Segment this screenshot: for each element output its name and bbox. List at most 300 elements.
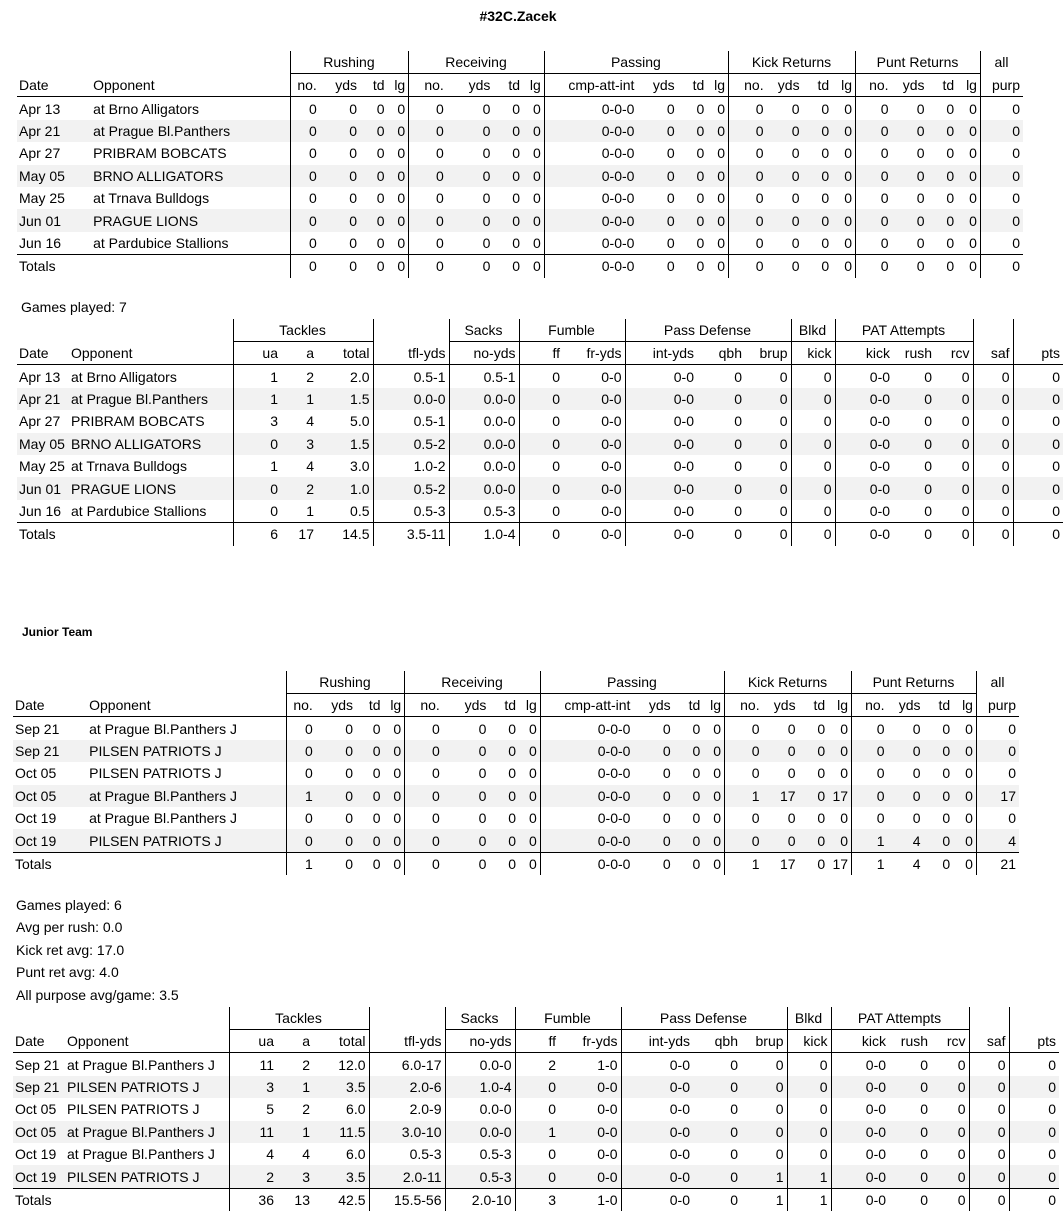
table-cell: 0 — [928, 120, 958, 142]
table-cell: 0 — [965, 810, 973, 827]
table-cell: 2 — [515, 1053, 559, 1076]
totals-cell — [69, 523, 233, 546]
table-cell: 4 — [306, 458, 314, 475]
column-header: saf — [969, 1030, 1009, 1053]
table-cell: 0 — [821, 100, 830, 117]
column-header: rcv — [935, 342, 973, 365]
table-cell: 0-0-0 — [540, 807, 633, 829]
table-cell: 0 — [376, 100, 385, 117]
table-cell: 1 — [233, 455, 281, 477]
table-cell: 0 — [791, 500, 835, 523]
table-cell: 0-0 — [563, 477, 625, 499]
totals-cell: 0-0-0 — [544, 255, 637, 278]
table-cell: 0 — [528, 810, 537, 827]
table-cell: 0 — [856, 232, 892, 255]
totals-cell: 0 — [856, 255, 892, 278]
table-cell: 0.5-3 — [373, 500, 449, 523]
table-cell: Oct 05 — [15, 765, 57, 782]
column-header: yds — [892, 74, 928, 97]
table-cell: 0 — [703, 785, 724, 807]
table-cell: 0 — [969, 1121, 1009, 1143]
totals-cell: 0 — [728, 255, 766, 278]
group-header: Receiving — [409, 51, 545, 74]
table-cell: 0-0 — [559, 1076, 621, 1098]
table-cell: 0 — [637, 165, 677, 187]
table-cell: 0 — [405, 807, 443, 829]
table-row — [13, 1121, 1059, 1143]
totals-row — [17, 255, 1023, 278]
table-cell: at Prague Bl.Panthers J — [67, 1056, 215, 1073]
table-cell: 0 — [637, 209, 677, 231]
table-cell: at Pardubice Stallions — [93, 234, 229, 251]
table-cell: 0-0 — [601, 368, 622, 385]
table-cell: 0-0 — [621, 1053, 693, 1076]
table-cell: 0.0-0 — [449, 433, 519, 455]
column-header: lg — [828, 694, 851, 717]
table-cell: 0 — [957, 165, 980, 187]
table-cell: 0 — [662, 810, 671, 827]
table-cell: 0.5-1 — [449, 365, 519, 388]
table-cell: 0 — [320, 165, 360, 187]
table-cell: 0 — [924, 368, 933, 385]
table-cell: PRAGUE LIONS — [69, 477, 233, 499]
table-cell: 0 — [734, 458, 742, 475]
column-header: yds — [763, 694, 799, 717]
table-cell: 0-0 — [621, 1121, 693, 1143]
table-cell: 0 — [821, 190, 830, 207]
junior-offense-table — [13, 671, 1019, 875]
table-cell: 0 — [961, 502, 970, 519]
table-cell: 0 — [519, 455, 563, 477]
table-cell: 5 — [229, 1098, 277, 1120]
table-cell: 0 — [980, 165, 1023, 187]
table-cell: 1 — [233, 388, 281, 410]
totals-cell: 0 — [832, 255, 855, 278]
table-cell: 0.0-0 — [445, 1098, 515, 1120]
table-row — [13, 1053, 1059, 1076]
table-cell: 0 — [892, 209, 928, 231]
table-cell: 0-0-0 — [540, 740, 633, 762]
table-cell: 0 — [745, 388, 791, 410]
group-header — [1009, 1007, 1059, 1030]
table-cell: 0-0-0 — [544, 165, 637, 187]
column-header: td — [928, 74, 958, 97]
table-row — [17, 388, 1063, 410]
table-cell: 0 — [767, 120, 803, 142]
table-row — [17, 232, 1023, 255]
column-header: int-yds — [625, 342, 697, 365]
column-header: ua — [229, 1030, 277, 1053]
table-cell: 0 — [791, 145, 800, 162]
table-cell: 0.5-3 — [369, 1143, 445, 1165]
totals-cell: 15.5-56 — [369, 1188, 445, 1211]
table-cell: 6.0 — [346, 1101, 366, 1118]
table-cell: 0 — [791, 100, 800, 117]
table-cell: 0 — [713, 720, 721, 737]
column-header: yds — [316, 694, 356, 717]
table-cell: 0 — [515, 1165, 559, 1188]
table-cell: 0 — [931, 1165, 969, 1188]
table-cell: 0 — [443, 740, 490, 762]
table-cell: 0 — [693, 1076, 741, 1098]
table-cell: 0 — [965, 765, 973, 782]
senior-offense-table — [17, 51, 1023, 278]
table-cell: 0 — [519, 785, 540, 807]
table-cell: 0.0-0 — [445, 1121, 515, 1143]
table-cell: 0 — [787, 1143, 831, 1165]
column-header: rush — [889, 1030, 931, 1053]
table-cell: 0 — [828, 829, 851, 852]
table-cell: 0.5-1 — [373, 365, 449, 388]
table-cell: 4 — [302, 1146, 310, 1163]
table-cell: 0 — [372, 810, 381, 827]
group-header: Punt Returns — [852, 671, 977, 694]
column-header-row — [13, 694, 1019, 717]
totals-cell: 36 — [229, 1188, 277, 1211]
column-header: a — [281, 342, 317, 365]
table-cell: 0-0 — [559, 1165, 621, 1188]
table-cell: 0 — [519, 410, 563, 432]
table-cell: 4 — [976, 829, 1019, 852]
column-header: td — [678, 74, 708, 97]
table-cell: 0.5-1 — [373, 410, 449, 432]
totals-cell: 0 — [360, 255, 388, 278]
table-cell: 0 — [787, 810, 796, 827]
table-cell: 0 — [493, 165, 523, 187]
table-cell: 0 — [447, 165, 494, 187]
column-header: Opponent — [65, 1030, 229, 1053]
table-cell: PILSEN PATRIOTS J — [87, 740, 286, 762]
totals-cell: 0 — [953, 852, 976, 875]
table-cell: 0 — [980, 232, 1023, 255]
table-cell: 0 — [856, 209, 892, 231]
junior-team-label: Junior Team — [22, 625, 93, 639]
table-cell: 0 — [489, 785, 519, 807]
column-header: yds — [637, 74, 677, 97]
table-cell: 1.0-2 — [373, 455, 449, 477]
group-header: Tackles — [233, 319, 373, 342]
table-cell: PILSEN PATRIOTS J — [87, 829, 286, 852]
column-header: td — [360, 74, 388, 97]
table-cell: 0 — [973, 477, 1013, 499]
table-cell: 0 — [707, 120, 728, 142]
table-cell: 2.0 — [350, 368, 370, 385]
table-cell: May 25 — [19, 458, 65, 475]
table-cell: 1 — [306, 502, 314, 519]
table-cell: 0 — [957, 1101, 966, 1118]
totals-cell: 3.5-11 — [373, 523, 449, 546]
table-cell: 0 — [888, 740, 924, 762]
table-cell: 0 — [692, 765, 701, 782]
column-header: td — [356, 694, 384, 717]
table-cell: 0 — [696, 234, 705, 251]
table-cell: 0 — [409, 232, 447, 255]
table-cell: 0 — [482, 190, 491, 207]
group-header: Fumble — [519, 319, 625, 342]
totals-cell: 17 — [828, 852, 851, 875]
table-cell: 0-0 — [601, 458, 622, 475]
table-cell: 0 — [935, 433, 973, 455]
table-cell: 0 — [345, 810, 354, 827]
table-cell: 3 — [229, 1076, 277, 1098]
table-cell: 0-0 — [831, 1121, 889, 1143]
table-cell: 0-0-0 — [544, 209, 637, 231]
totals-cell: 0 — [493, 255, 523, 278]
table-cell: 0 — [767, 209, 803, 231]
table-cell: 0-0 — [597, 1146, 618, 1163]
group-header: Blkd — [791, 319, 835, 342]
totals-cell: 3 — [515, 1188, 559, 1211]
table-cell: 0 — [409, 165, 447, 187]
column-header: kick — [791, 342, 835, 365]
table-cell: 0 — [666, 100, 675, 117]
table-cell: 0 — [791, 477, 835, 499]
summary-line: Games played: 7 — [21, 299, 127, 315]
totals-cell: 0 — [799, 852, 829, 875]
table-cell: 0 — [969, 1143, 1009, 1165]
totals-row — [13, 852, 1019, 875]
group-header: Pass Defense — [625, 319, 791, 342]
table-cell: 0 — [942, 765, 951, 782]
table-cell: 0 — [405, 762, 443, 784]
table-row — [13, 1076, 1059, 1098]
table-cell: 0 — [508, 810, 517, 827]
totals-cell: 0 — [791, 523, 835, 546]
table-cell: 0 — [916, 145, 925, 162]
table-cell: 0 — [920, 1101, 929, 1118]
table-cell: 0-0-0 — [540, 717, 633, 740]
table-cell: 0 — [692, 720, 701, 737]
totals-cell — [65, 1188, 229, 1211]
table-cell: 0.5-2 — [373, 477, 449, 499]
table-cell: 0 — [734, 413, 742, 430]
table-cell: 0-0 — [835, 500, 893, 523]
group-header: Kick Returns — [728, 51, 855, 74]
table-cell: 4 — [306, 413, 314, 430]
table-cell: 0.0-0 — [449, 410, 519, 432]
table-row — [13, 807, 1019, 829]
column-header: qbh — [697, 342, 745, 365]
table-cell: 0 — [828, 740, 851, 762]
table-cell: Jun 01 — [17, 477, 69, 499]
column-header: no. — [286, 694, 316, 717]
group-header — [1013, 319, 1063, 342]
column-header: td — [924, 694, 954, 717]
table-cell: 0 — [493, 209, 523, 231]
table-cell: 0 — [693, 1121, 741, 1143]
table-cell: 0 — [730, 1056, 738, 1073]
table-cell: 0 — [233, 477, 281, 499]
table-cell: 0-0 — [621, 1165, 693, 1188]
group-header: PAT Attempts — [831, 1007, 969, 1030]
table-cell: 4 — [888, 829, 924, 852]
table-cell: PILSEN PATRIOTS J — [65, 1076, 229, 1098]
table-cell: 0 — [840, 810, 849, 827]
table-row — [13, 740, 1019, 762]
table-row — [17, 455, 1063, 477]
table-cell: 0 — [775, 1146, 784, 1163]
table-cell: 0 — [290, 209, 320, 231]
column-header: rcv — [931, 1030, 969, 1053]
table-cell: 0 — [724, 717, 762, 740]
table-cell: 0-0-0 — [540, 829, 633, 852]
group-header: Rushing — [286, 671, 405, 694]
table-cell: 0 — [1013, 433, 1063, 455]
table-cell: 0 — [892, 120, 928, 142]
table-cell: 0 — [916, 234, 925, 251]
table-cell: 0 — [1013, 388, 1063, 410]
column-header: td — [803, 74, 833, 97]
table-row — [17, 410, 1063, 432]
column-header: yds — [767, 74, 803, 97]
table-cell: 11.5 — [313, 1121, 369, 1143]
table-row — [13, 829, 1019, 852]
totals-cell: 0 — [356, 852, 384, 875]
totals-cell: 0-0 — [831, 1188, 889, 1211]
column-header: a — [277, 1030, 313, 1053]
column-header: no-yds — [449, 342, 519, 365]
table-cell: 1 — [277, 1076, 313, 1098]
table-cell: 0 — [512, 190, 521, 207]
table-cell: 0 — [791, 234, 800, 251]
table-cell: 0 — [734, 368, 742, 385]
table-cell: 0 — [693, 1165, 741, 1188]
table-cell: Sep 21 — [13, 740, 87, 762]
table-cell: 0 — [832, 120, 855, 142]
totals-cell: 0 — [316, 852, 356, 875]
table-cell: 0.5-2 — [373, 433, 449, 455]
column-header: cmp-att-int — [540, 694, 633, 717]
table-cell: 0 — [893, 388, 935, 410]
table-cell: 1 — [277, 1121, 313, 1143]
table-cell: 1 — [281, 388, 317, 410]
totals-cell: 4 — [888, 852, 924, 875]
table-cell: 1.0 — [317, 477, 373, 499]
table-cell: 0 — [852, 785, 888, 807]
table-cell: 0 — [852, 740, 888, 762]
table-cell: 0 — [678, 209, 708, 231]
table-cell: 0 — [519, 740, 540, 762]
table-cell: 0.0-0 — [449, 388, 519, 410]
table-cell: 0 — [489, 829, 519, 852]
column-header: no. — [856, 74, 892, 97]
table-cell: 0 — [376, 145, 385, 162]
table-cell: 0 — [349, 145, 358, 162]
column-header-row — [13, 1030, 1059, 1053]
table-cell: 0 — [703, 740, 724, 762]
table-cell: 0-0 — [831, 1165, 889, 1188]
table-cell: 0 — [482, 234, 491, 251]
table-cell: 0 — [388, 120, 409, 142]
table-cell: 0 — [980, 97, 1023, 120]
totals-cell: 0-0 — [621, 1188, 693, 1211]
totals-cell: Totals — [13, 1188, 65, 1211]
table-cell: at Prague Bl.Panthers J — [89, 810, 237, 827]
table-cell: at Prague Bl.Panthers J — [65, 1121, 229, 1143]
table-cell: 0 — [397, 145, 406, 162]
table-row — [13, 785, 1019, 807]
table-cell: 0 — [912, 720, 921, 737]
table-cell: 0 — [799, 740, 829, 762]
table-cell: 0 — [633, 785, 673, 807]
column-header: lg — [519, 694, 540, 717]
table-cell: 0 — [763, 829, 799, 852]
table-cell: BRNO ALLIGATORS — [91, 165, 290, 187]
table-cell: 0 — [852, 717, 888, 740]
table-cell: 0 — [662, 765, 671, 782]
table-cell: 0 — [856, 120, 892, 142]
table-cell: 0 — [523, 209, 544, 231]
group-header — [17, 51, 290, 74]
table-cell: 0 — [443, 785, 490, 807]
table-cell: at Brno Alligators — [71, 368, 177, 385]
column-header: ff — [515, 1030, 559, 1053]
table-cell: Jun 01 — [17, 209, 91, 231]
table-cell: 0 — [961, 413, 970, 430]
table-cell: 0 — [779, 458, 788, 475]
table-cell: 0-0 — [563, 388, 625, 410]
column-header: int-yds — [621, 1030, 693, 1053]
group-header: Kick Returns — [724, 671, 851, 694]
table-cell: 0 — [791, 190, 800, 207]
table-row — [13, 1098, 1059, 1120]
table-cell: 0 — [763, 740, 799, 762]
totals-cell: 0 — [957, 255, 980, 278]
table-cell: 0 — [799, 829, 829, 852]
table-cell: 0-0 — [559, 1121, 621, 1143]
table-cell: 0 — [290, 232, 320, 255]
table-cell: 1 — [741, 1165, 787, 1188]
totals-cell: 17 — [763, 852, 799, 875]
table-cell: 0 — [928, 209, 958, 231]
column-header: no. — [290, 74, 320, 97]
column-header: total — [317, 342, 373, 365]
table-cell: 0 — [973, 410, 1013, 432]
table-cell: at Trnava Bulldogs — [93, 190, 210, 207]
summary-line: Avg per rush: 0.0 — [16, 919, 123, 936]
table-cell: 0 — [478, 810, 487, 827]
table-cell: 0 — [405, 785, 443, 807]
totals-cell: 0 — [697, 523, 745, 546]
table-cell: 0 — [637, 120, 677, 142]
totals-cell: 14.5 — [317, 523, 373, 546]
table-cell: 0 — [478, 765, 487, 782]
column-header: no-yds — [445, 1030, 515, 1053]
table-cell: 0 — [697, 433, 745, 455]
table-cell: 0 — [508, 720, 517, 737]
group-header: Fumble — [515, 1007, 621, 1030]
table-cell: 0 — [935, 477, 973, 499]
totals-cell: 0-0 — [625, 523, 697, 546]
table-cell: 0 — [678, 165, 708, 187]
table-cell: 0 — [779, 502, 788, 519]
totals-cell: 1 — [286, 852, 316, 875]
table-cell: 17 — [976, 785, 1019, 807]
table-cell: 0 — [717, 145, 725, 162]
table-cell: 0 — [973, 455, 1013, 477]
table-cell: 0 — [233, 433, 281, 455]
table-cell: 0 — [356, 829, 384, 852]
table-cell: 0 — [290, 120, 320, 142]
table-cell: 0 — [728, 142, 766, 164]
table-cell: 0 — [889, 1165, 931, 1188]
totals-cell: 1 — [741, 1188, 787, 1211]
table-cell: 0-0 — [625, 388, 697, 410]
table-cell: 0 — [844, 100, 853, 117]
table-cell: 0 — [405, 740, 443, 762]
table-cell: 0 — [397, 190, 406, 207]
table-cell: 0 — [532, 234, 541, 251]
